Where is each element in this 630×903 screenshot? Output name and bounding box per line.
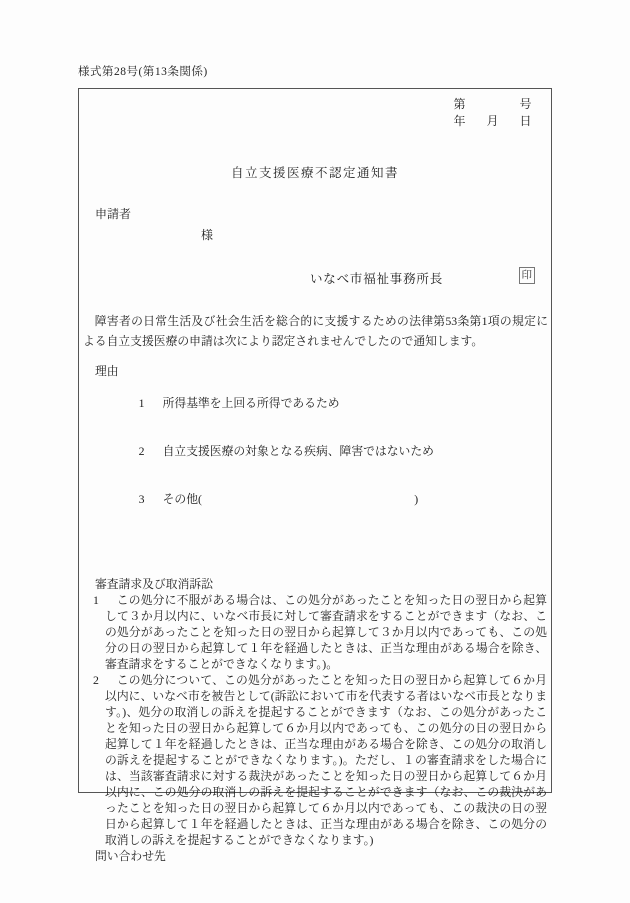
document-title: 自立支援医療不認定通知書 [230, 166, 399, 180]
reason-item [115, 475, 551, 523]
appeal-item [93, 672, 547, 848]
appeal-section [79, 576, 551, 864]
reason-item [115, 379, 551, 427]
doc-number-prefix: 第 [453, 97, 466, 111]
doc-number-row [79, 96, 542, 113]
date-day-label: 日 [519, 114, 532, 128]
reason-item-text: その他( ) [162, 492, 419, 506]
inquiry-contact-label: 問い合わせ先 [95, 849, 166, 863]
doc-date-row [79, 113, 542, 130]
reason-item-number: 2 [138, 444, 145, 458]
reason-item [115, 427, 551, 475]
applicant-label: 申請者 [95, 207, 132, 221]
appeal-heading: 審査請求及び取消訴訟 [95, 577, 213, 591]
reference-number-block [79, 89, 551, 130]
applicant-honorific: 様 [201, 228, 214, 242]
appeal-item-text: この処分について、この処分があったことを知った日の翌日から起算して６か月以内に、いなべ市を被告として(訴訟において市を代表する者はいなべ市長となります。)、処分の取消しの訴えを提起することができます（なお、この処分があったことを知った日の翌日から起算して６か月以内であっても、この処分の日の翌日から起算して１年を経過したときは、正当な理由がある場合を除き、この処分の取消しの訴えを提起することができなくなります。)。ただし、１の審査請求をした場合には、当該審査請求に対する裁決があったことを知った日の翌日から起算して６か月以内に、この処分の取消しの訴えを提起することができます（なお、この裁決があったことを知った日の翌日から起算して６か月以内であっても、この裁決の日の翌日から起算して１年を経過したときは、正当な理由がある場合を除き、この処分の取消しの訴えを提起することができなくなります。) [105, 673, 547, 847]
reason-item-text: 自立支援医療の対象となる疾病、障害ではないため [162, 444, 434, 458]
seal-stamp-placeholder: 印 [519, 267, 536, 284]
reason-section [79, 363, 551, 523]
appeal-item [93, 592, 547, 672]
issuer-name: いなべ市福祉事務所長 [310, 272, 444, 286]
notification-body-text: 障害者の日常生活及び社会生活を総合的に支援するための法律第53条第1項の規定による自立支援医療の申請は次により認定されませんでしたので通知します。 [83, 314, 548, 348]
reason-item-number: 1 [138, 396, 145, 410]
date-year-label: 年 [453, 114, 466, 128]
form-number-label: 様式第28号(第13条関係) [78, 66, 208, 78]
appeal-item-number: 2 [93, 673, 99, 687]
appeal-item-number: 1 [93, 593, 99, 607]
reason-item-number: 3 [138, 492, 145, 506]
reason-heading: 理由 [95, 364, 119, 378]
doc-number-suffix: 号 [519, 97, 532, 111]
document-border-box [78, 88, 552, 863]
reason-item-text: 所得基準を上回る所得であるため [162, 396, 340, 410]
issuer-row [310, 269, 535, 287]
date-month-label: 月 [486, 114, 499, 128]
appeal-item-text: この処分に不服がある場合は、この処分があったことを知った日の翌日から起算して３か月以内に、いなべ市長に対して審査請求をすることができます（なお、この処分があったことを知った日の翌日から起算して３か月以内であっても、この処分の日の翌日から起算して１年を経過したときは、正当な理由がある場合を除き、審査請求をすることができなくなります。)。 [105, 593, 547, 671]
